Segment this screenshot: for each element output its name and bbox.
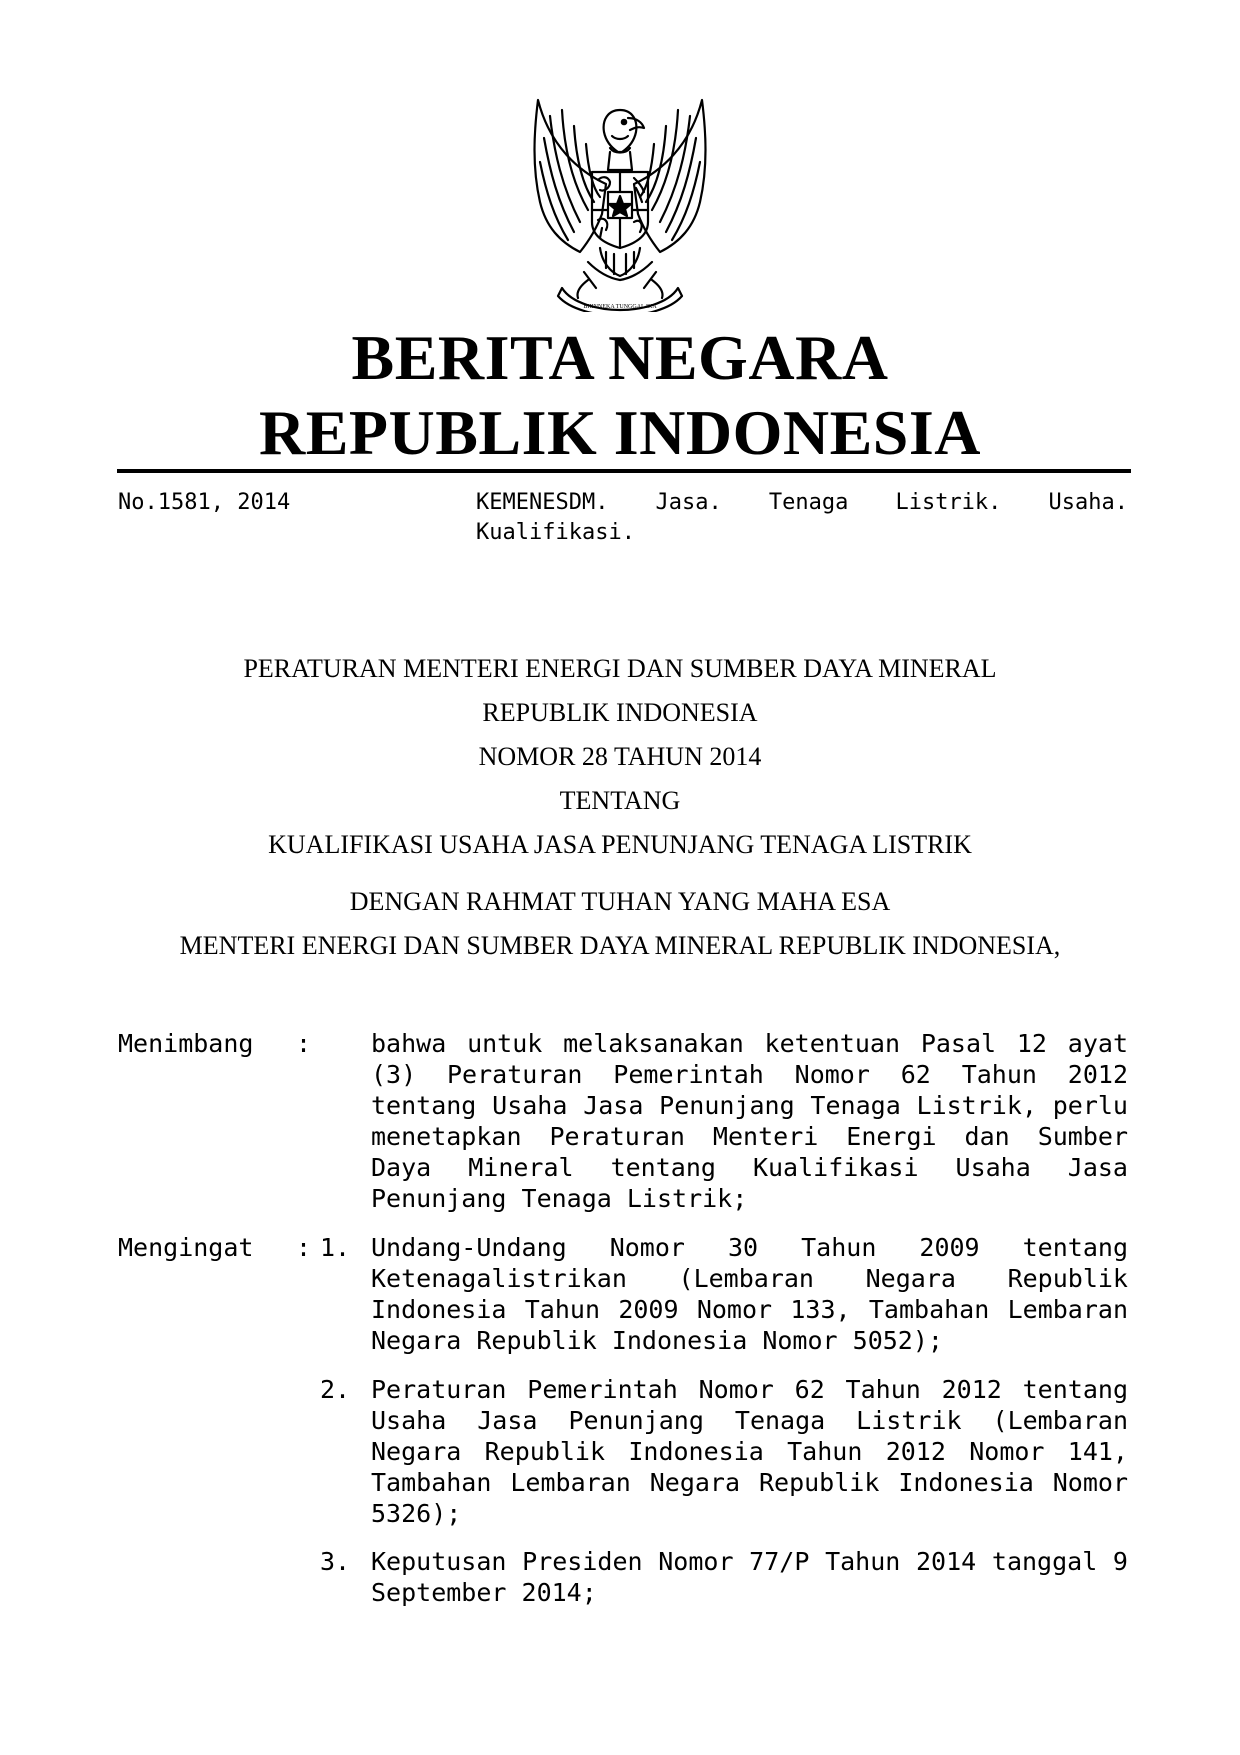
mengingat-colon: : [296, 1233, 312, 1262]
gazette-categories: KEMENESDM. Jasa. Tenaga Listrik. Usaha. Kualifikasi. [476, 490, 1128, 545]
mengingat-item: Keputusan Presiden Nomor 77/P Tahun 2014 tanggal 9 September 2014; [371, 1547, 1128, 1607]
regulation-subject: KUALIFIKASI USAHA JASA PENUNJANG TENAGA LISTRIK [268, 830, 972, 859]
mengingat-item: Undang-Undang Nomor 30 Tahun 2009 tentang Ketenagalistrikan (Lembaran Negara Republik Indonesia Tahun 2009 Nomor 133, Tambahan Lembaran Negara Republik Indonesia Nomor 5052); [371, 1233, 1128, 1355]
regulation-tentang: TENTANG [559, 786, 681, 815]
gazette-title-line2: REPUBLIK INDONESIA [258, 397, 982, 468]
mengingat-label: Mengingat [118, 1233, 254, 1262]
gazette-title-line1: BERITA NEGARA [351, 322, 889, 393]
header-divider [117, 469, 1131, 473]
mengingat-item-number: 2. [320, 1375, 351, 1404]
mengingat-item-number: 1. [320, 1233, 351, 1262]
garuda-pancasila-emblem-icon [510, 92, 730, 312]
mengingat-item-number: 3. [320, 1547, 351, 1576]
regulation-title-line1: PERATURAN MENTERI ENERGI DAN SUMBER DAYA MINERAL [243, 654, 997, 683]
regulation-number: NOMOR 28 TAHUN 2014 [478, 742, 762, 771]
mengingat-item: Peraturan Pemerintah Nomor 62 Tahun 2012 tentang Usaha Jasa Penunjang Tenaga Listrik (Lembaran Negara Republik Indonesia Tahun 2012 Nomor 141, Tambahan Lembaran Negara Republik Indonesia Nomor 5326); [371, 1375, 1128, 1528]
gazette-number: No.1581, 2014 [118, 490, 291, 515]
menimbang-label: Menimbang [118, 1029, 254, 1058]
menimbang-colon: : [296, 1029, 312, 1058]
regulation-invocation: DENGAN RAHMAT TUHAN YANG MAHA ESA [349, 887, 891, 916]
regulation-title-line2: REPUBLIK INDONESIA [482, 698, 758, 727]
emblem-motto: BHINNEKA TUNGGAL IKA [583, 304, 657, 310]
regulation-minister: MENTERI ENERGI DAN SUMBER DAYA MINERAL REPUBLIK INDONESIA, [179, 931, 1061, 960]
menimbang-text: bahwa untuk melaksanakan ketentuan Pasal 12 ayat (3) Peraturan Pemerintah Nomor 62 Tahun 2012 tentang Usaha Jasa Penunjang Tenaga Listrik, perlu menetapkan Peraturan Menteri Energi dan Sumber Daya Mineral tentang Kualifikasi Usaha Jasa Penunjang Tenaga Listrik; [371, 1029, 1128, 1213]
